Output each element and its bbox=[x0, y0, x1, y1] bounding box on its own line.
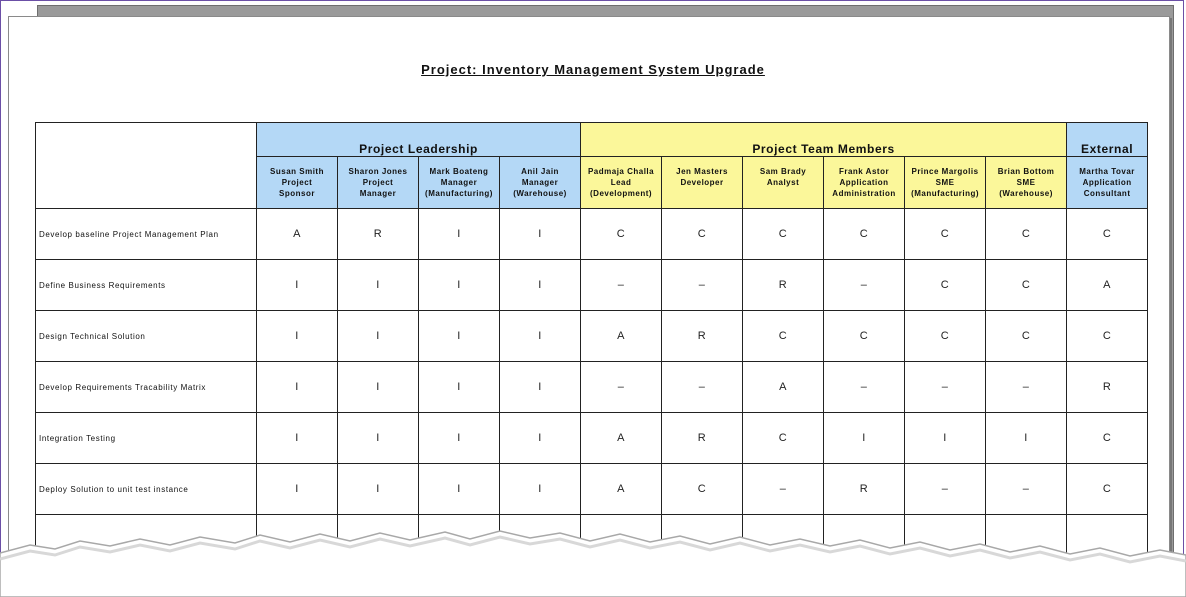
person-header-line: Prince Margolis bbox=[911, 167, 979, 176]
table-row bbox=[36, 209, 1148, 260]
raci-value-cell: I bbox=[419, 413, 500, 464]
person-header-line: (Development) bbox=[590, 189, 653, 198]
group-external: External bbox=[1067, 123, 1148, 157]
person-header-line: Padmaja Challa bbox=[587, 167, 655, 176]
task-name-cell: Design Technical Solution bbox=[36, 311, 257, 362]
raci-value-cell: I bbox=[419, 362, 500, 413]
raci-value-cell: I bbox=[338, 464, 419, 515]
raci-value-cell: I bbox=[257, 413, 338, 464]
raci-value-cell: I bbox=[338, 311, 419, 362]
person-header-line: Sponsor bbox=[279, 189, 315, 198]
raci-value-cell: R bbox=[824, 464, 905, 515]
person-header-line: Frank Astor bbox=[838, 167, 890, 176]
raci-value-cell: I bbox=[257, 464, 338, 515]
raci-value-cell: I bbox=[338, 362, 419, 413]
person-header-line: Project bbox=[362, 178, 394, 187]
raci-value-cell: I bbox=[257, 260, 338, 311]
person-header-8 bbox=[905, 157, 986, 209]
raci-value-cell: I bbox=[338, 260, 419, 311]
raci-value-cell: R bbox=[662, 413, 743, 464]
table-row bbox=[36, 362, 1148, 413]
person-header-line: Consultant bbox=[1083, 189, 1131, 198]
raci-value-cell: C bbox=[1067, 464, 1148, 515]
task-name-cell: Deploy Solution to unit test instance bbox=[36, 464, 257, 515]
raci-value-cell: I bbox=[419, 260, 500, 311]
person-header-line: Application bbox=[839, 178, 889, 187]
raci-value-cell: – bbox=[581, 362, 662, 413]
raci-value-cell: – bbox=[905, 362, 986, 413]
person-header-line: Mark Boateng bbox=[429, 167, 489, 176]
raci-value-cell: I bbox=[905, 413, 986, 464]
raci-value-cell: R bbox=[338, 209, 419, 260]
person-header-4 bbox=[581, 157, 662, 209]
table-row bbox=[36, 311, 1148, 362]
raci-value-cell: – bbox=[662, 362, 743, 413]
raci-value-cell: C bbox=[662, 209, 743, 260]
task-header-cell bbox=[36, 123, 257, 209]
raci-value-cell: I bbox=[500, 311, 581, 362]
task-name-cell: Define Business Requirements bbox=[36, 260, 257, 311]
raci-value-cell: C bbox=[743, 209, 824, 260]
raci-value-cell: C bbox=[905, 311, 986, 362]
raci-value-cell: C bbox=[824, 311, 905, 362]
person-header-1 bbox=[338, 157, 419, 209]
raci-value-cell: C bbox=[1067, 209, 1148, 260]
raci-value-cell: C bbox=[824, 209, 905, 260]
person-header-line: Martha Tovar bbox=[1079, 167, 1135, 176]
document-title: Project: Inventory Management System Upgrade bbox=[421, 62, 765, 77]
raci-value-cell: I bbox=[419, 464, 500, 515]
person-header-0 bbox=[257, 157, 338, 209]
person-header-line: Manager bbox=[440, 178, 478, 187]
person-header-line: Brian Bottom bbox=[997, 167, 1055, 176]
raci-matrix bbox=[35, 122, 1148, 566]
raci-value-cell: A bbox=[743, 362, 824, 413]
person-header-line: Manager bbox=[521, 178, 559, 187]
person-header-line: Manager bbox=[359, 189, 397, 198]
group-project-team-members: Project Team Members bbox=[581, 123, 1067, 157]
person-header-line: Administration bbox=[832, 189, 896, 198]
raci-value-cell: – bbox=[905, 464, 986, 515]
person-header-line: Susan Smith bbox=[270, 167, 324, 176]
raci-value-cell: C bbox=[986, 260, 1067, 311]
person-header-line: Analyst bbox=[766, 178, 800, 187]
person-header-line: Sam Brady bbox=[759, 167, 807, 176]
raci-value-cell: – bbox=[662, 260, 743, 311]
raci-value-cell: – bbox=[581, 260, 662, 311]
raci-value-cell: C bbox=[743, 311, 824, 362]
person-header-line: Project bbox=[281, 178, 313, 187]
raci-value-cell: – bbox=[824, 260, 905, 311]
raci-value-cell: I bbox=[419, 209, 500, 260]
person-header-7 bbox=[824, 157, 905, 209]
raci-value-cell: C bbox=[986, 209, 1067, 260]
raci-value-cell: – bbox=[743, 464, 824, 515]
person-header-3 bbox=[500, 157, 581, 209]
person-header-line: (Manufacturing) bbox=[911, 189, 979, 198]
table-row bbox=[36, 260, 1148, 311]
person-header-5 bbox=[662, 157, 743, 209]
person-header-line: Developer bbox=[680, 178, 724, 187]
raci-value-cell: I bbox=[500, 464, 581, 515]
table-row bbox=[36, 464, 1148, 515]
person-header-6 bbox=[743, 157, 824, 209]
raci-value-cell: C bbox=[743, 413, 824, 464]
person-header-line: Application bbox=[1082, 178, 1132, 187]
raci-value-cell: C bbox=[1067, 311, 1148, 362]
raci-value-cell: I bbox=[824, 413, 905, 464]
raci-value-cell: A bbox=[581, 464, 662, 515]
person-header-line: (Manufacturing) bbox=[425, 189, 493, 198]
raci-value-cell: C bbox=[986, 311, 1067, 362]
raci-value-cell: C bbox=[905, 209, 986, 260]
raci-value-cell: I bbox=[500, 362, 581, 413]
raci-value-cell: R bbox=[743, 260, 824, 311]
person-header-10 bbox=[1067, 157, 1148, 209]
raci-value-cell: A bbox=[581, 413, 662, 464]
person-header-line: Lead bbox=[610, 178, 632, 187]
raci-value-cell: C bbox=[581, 209, 662, 260]
person-header-2 bbox=[419, 157, 500, 209]
table-row bbox=[36, 413, 1148, 464]
person-header-line bbox=[662, 188, 742, 199]
raci-value-cell: I bbox=[500, 209, 581, 260]
raci-body bbox=[36, 209, 1148, 566]
torn-paper-edge bbox=[0, 515, 1186, 597]
raci-value-cell: I bbox=[500, 260, 581, 311]
person-header-line: SME bbox=[1016, 178, 1036, 187]
group-project-leadership: Project Leadership bbox=[257, 123, 581, 157]
raci-value-cell: – bbox=[986, 464, 1067, 515]
person-header-line: SME bbox=[935, 178, 955, 187]
raci-value-cell: A bbox=[257, 209, 338, 260]
task-name-cell: Develop Requirements Tracability Matrix bbox=[36, 362, 257, 413]
task-name-cell: Integration Testing bbox=[36, 413, 257, 464]
person-header-line: (Warehouse) bbox=[999, 189, 1053, 198]
raci-value-cell: I bbox=[338, 413, 419, 464]
raci-value-cell: A bbox=[581, 311, 662, 362]
raci-value-cell: – bbox=[824, 362, 905, 413]
person-header-9 bbox=[986, 157, 1067, 209]
raci-value-cell: C bbox=[905, 260, 986, 311]
person-header-line: Jen Masters bbox=[676, 167, 728, 176]
raci-value-cell: I bbox=[500, 413, 581, 464]
raci-value-cell: R bbox=[662, 311, 743, 362]
person-header-line: Anil Jain bbox=[521, 167, 559, 176]
raci-value-cell: R bbox=[1067, 362, 1148, 413]
task-name-cell: Develop baseline Project Management Plan bbox=[36, 209, 257, 260]
raci-value-cell: I bbox=[986, 413, 1067, 464]
raci-value-cell: C bbox=[662, 464, 743, 515]
group-header-row bbox=[36, 123, 1148, 157]
person-header-line: Sharon Jones bbox=[348, 167, 408, 176]
raci-value-cell: A bbox=[1067, 260, 1148, 311]
raci-value-cell: C bbox=[1067, 413, 1148, 464]
raci-value-cell: I bbox=[419, 311, 500, 362]
raci-value-cell: – bbox=[986, 362, 1067, 413]
raci-value-cell: I bbox=[257, 311, 338, 362]
person-header-line bbox=[743, 188, 823, 199]
person-header-line: (Warehouse) bbox=[513, 189, 567, 198]
raci-value-cell: I bbox=[257, 362, 338, 413]
